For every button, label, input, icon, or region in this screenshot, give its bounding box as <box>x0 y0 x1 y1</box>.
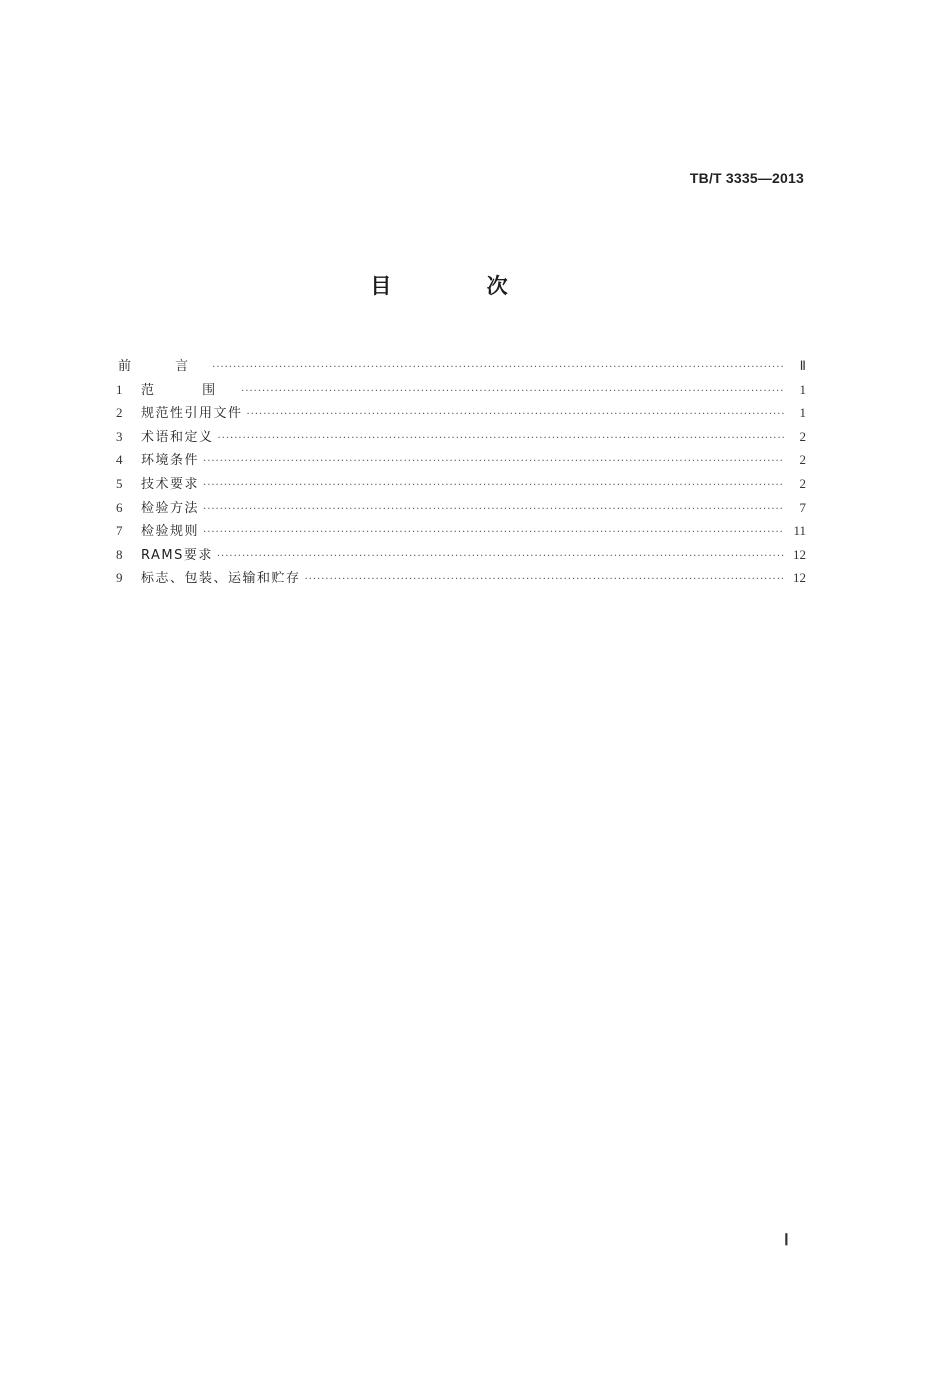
toc-entry-number: 4 <box>116 452 123 468</box>
toc-entry-number: 9 <box>116 570 123 586</box>
toc-leader-dots <box>203 474 784 498</box>
toc-entry-label: 标志、包装、运输和贮存 <box>141 571 301 587</box>
toc-entry-label: 前 言 <box>118 359 209 374</box>
toc-entry-5[interactable] <box>116 472 806 496</box>
toc-entry-label: RAMS要求 <box>141 547 213 563</box>
toc-entry-page: 2 <box>799 452 806 468</box>
toc-entry-6[interactable] <box>116 496 806 520</box>
toc-entry-number: 5 <box>116 475 123 491</box>
toc-entry-label: 术语和定义 <box>141 429 214 445</box>
toc-leader-dots <box>305 568 784 592</box>
toc-entry-2[interactable] <box>116 401 806 425</box>
toc-entry-1[interactable] <box>116 378 806 402</box>
toc-leader-dots <box>203 521 784 545</box>
toc-leader-dots <box>217 545 784 569</box>
toc-entry-label: 技术要求 <box>141 476 200 492</box>
toc-entry-number: 2 <box>116 405 123 421</box>
document-code: TB/T 3335—2013 <box>689 170 804 186</box>
toc-entry-foreword[interactable] <box>116 354 806 378</box>
toc-entry-label: 检验方法 <box>141 500 200 516</box>
toc-leader-dots <box>212 356 784 380</box>
toc-entry-4[interactable] <box>116 448 806 472</box>
toc-entry-label: 规范性引用文件 <box>141 406 243 422</box>
toc-leader-dots <box>218 427 784 451</box>
toc-entry-page: Ⅱ <box>799 358 806 373</box>
toc-leader-dots <box>203 450 784 474</box>
toc-leader-dots <box>241 380 784 404</box>
toc-entry-label: 环境条件 <box>141 453 200 469</box>
toc-entry-page: 11 <box>793 523 806 539</box>
toc-entry-page: 12 <box>793 570 806 586</box>
toc-entry-label: 范 围 <box>141 382 238 398</box>
toc-entry-page: 2 <box>799 475 806 491</box>
toc-entry-number: 3 <box>116 428 123 444</box>
toc-entry-page: 12 <box>793 546 806 562</box>
toc-entry-page: 2 <box>799 428 806 444</box>
toc-leader-dots <box>203 498 784 522</box>
toc-entry-page: 1 <box>799 381 806 397</box>
toc-entry-label: 检验规则 <box>141 524 200 540</box>
toc-entry-3[interactable] <box>116 425 806 449</box>
page-title: 目 次 <box>370 274 552 298</box>
toc-entry-number: 6 <box>116 499 123 515</box>
toc-entry-page: 7 <box>799 499 806 515</box>
toc-entry-9[interactable] <box>116 566 806 590</box>
toc-entry-8[interactable] <box>116 543 806 567</box>
toc-entry-number: 1 <box>116 381 123 397</box>
toc-entry-page: 1 <box>799 405 806 421</box>
toc-leader-dots <box>247 403 784 427</box>
toc-entry-7[interactable] <box>116 519 806 543</box>
page-number: Ⅰ <box>784 1232 789 1249</box>
toc-entry-number: 7 <box>116 523 123 539</box>
table-of-contents <box>116 354 806 590</box>
toc-entry-number: 8 <box>116 546 123 562</box>
